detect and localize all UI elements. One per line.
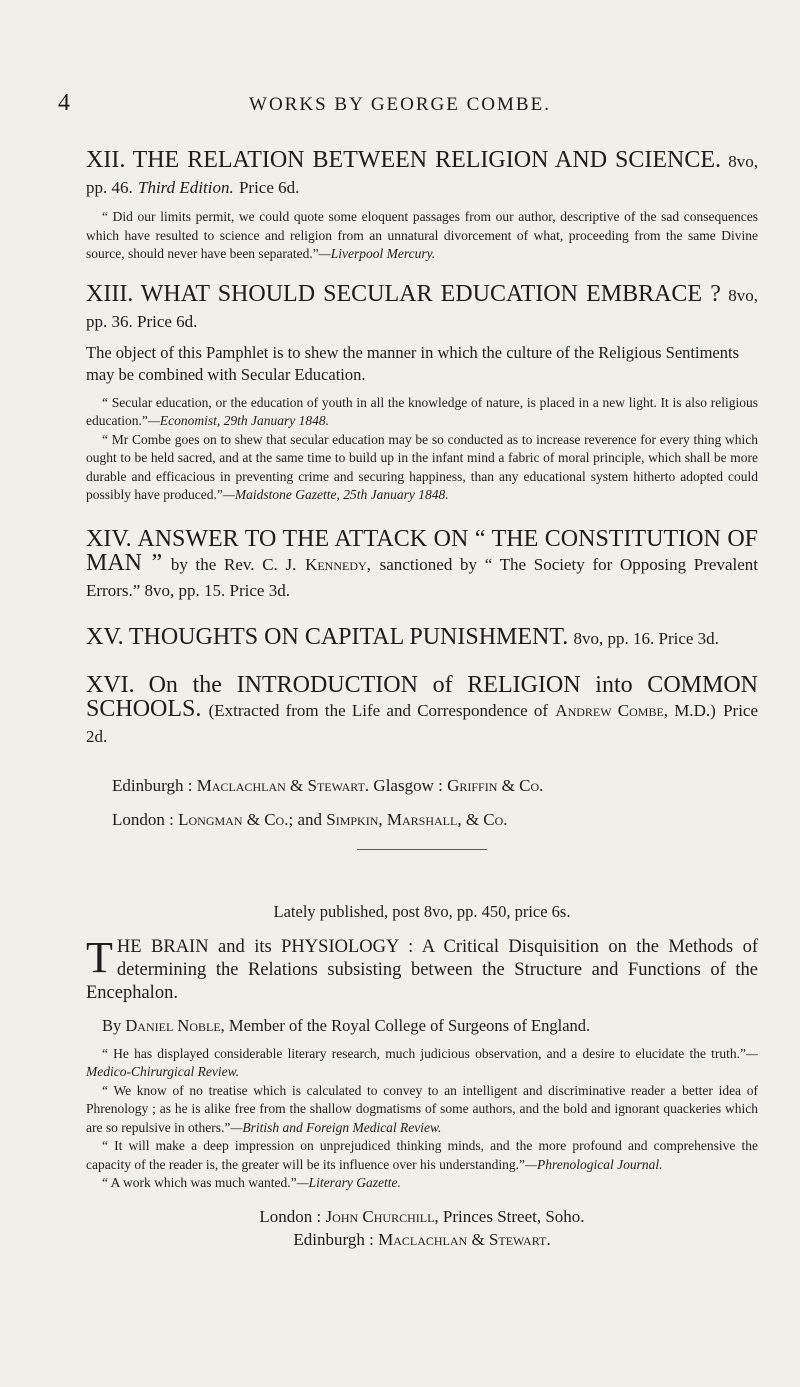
entry-details: 8vo, pp. 46. <box>86 152 759 197</box>
review-text: “ He has displayed considerable literary research, much judicious observation, and a desire to elucidate the truth.” <box>102 1045 746 1061</box>
entry-title <box>86 673 758 749</box>
review-quote <box>86 394 758 431</box>
publisher-name: Simpkin, Marshall, & Co. <box>326 809 508 829</box>
author-affiliation: Member of the Royal College of Surgeons of England. <box>228 1015 591 1035</box>
review-quote <box>86 1045 758 1082</box>
review-text: “ Secular education, or the education of youth in all the knowledge of nature, is placed in a new light. It is also religious education.” <box>86 394 758 428</box>
entry-title <box>86 282 758 334</box>
review-source: —Phrenological Journal. <box>524 1156 663 1172</box>
by: By <box>102 1015 122 1035</box>
entry-number: XVI. <box>86 671 135 698</box>
entry-xii <box>86 148 758 264</box>
imprint-line <box>86 1205 758 1228</box>
entry-xvi <box>86 673 758 749</box>
entry-heading: ANSWER TO THE ATTACK ON “ THE CONSTITUTION OF MAN ” <box>86 525 758 576</box>
entry-number: XV. <box>86 623 124 650</box>
publisher-name: Maclachlan & Stewart. <box>378 1229 551 1249</box>
entry-heading: THE RELATION BETWEEN RELIGION AND SCIENCE. <box>132 147 722 173</box>
entry-by: by the Rev. C. J. <box>170 554 297 574</box>
entry-xiii <box>86 282 758 505</box>
divider <box>357 849 487 850</box>
brain-title-text: HE BRAIN and its PHYSIOLOGY : A Critical Disquisition on the Methods of determining the Relations subsisting between the Structure and Functions of the Encephalon. <box>86 936 758 1003</box>
entry-details: 8vo, pp. 16. Price 3d. <box>573 628 719 648</box>
review-text: “ We know of no treatise which is calculated to convey to an intelligent and discriminative reader a better idea of Phrenology ; as he is alike free from the shallow dogmatisms of some authors, and the bold and ignorant quackeries which are so repulsive in others.” <box>86 1082 758 1135</box>
imprint-line <box>86 1228 758 1251</box>
page-header <box>58 90 742 120</box>
publisher-line <box>86 775 758 797</box>
review-source: —Maidstone Gazette, 25th January 1848. <box>222 487 449 502</box>
review-source: —Economist, 29th January 1848. <box>147 413 329 428</box>
brain-title <box>86 932 758 1005</box>
publisher-name: Maclachlan & Stewart. <box>196 775 370 795</box>
entry-heading: THOUGHTS ON CAPITAL PUNISHMENT. <box>128 623 569 650</box>
review-quote <box>86 1174 758 1193</box>
page-content <box>86 148 758 1251</box>
review-text: “ Mr Combe goes on to shew that secular education may be so conducted as to increase reverence for every thing which ought to be held sacred, and at the same time to build up in the infant mind a fabric of moral principle, which shall be more durable and efficacious in preventing crime and securing happiness, than any educational system hitherto adopted could possibly have produced.” <box>86 431 758 502</box>
entry-description: The object of this Pamphlet is to shew the manner in which the culture of the Religious Sentiments may be combined with Secular Education. <box>86 342 739 384</box>
entry-details: 8vo, pp. 36. Price 6d. <box>86 285 758 331</box>
entry-author: Andrew Combe, M.D.) <box>555 700 716 720</box>
city: Edinburgh : <box>112 775 193 795</box>
publisher-line <box>86 809 758 831</box>
entry-price: Price 6d. <box>238 178 300 197</box>
review-quote <box>86 208 758 264</box>
entry-xiv <box>86 527 758 603</box>
publisher-name: Longman & Co.; <box>178 809 294 829</box>
entry-title <box>86 527 758 603</box>
city: London : <box>112 809 174 829</box>
review-text: “ A work which was much wanted.” <box>102 1175 297 1190</box>
publisher-name: John Churchill, <box>325 1206 439 1226</box>
city: Glasgow : <box>373 775 443 795</box>
review-source: —British and Foreign Medical Review. <box>230 1119 442 1135</box>
entry-details: sanctioned by “ The Society for Opposing Prevalent Errors.” 8vo, pp. 15. Price 3d. <box>86 554 759 600</box>
entry-heading: On the INTRODUCTION of RELIGION into COMMON SCHOOLS. <box>86 671 758 722</box>
publisher-name: Griffin & Co. <box>447 775 544 795</box>
entry-title <box>86 625 758 651</box>
review-source: —Medico-Chirurgical Review. <box>86 1045 758 1079</box>
review-source: —Liverpool Mercury. <box>318 246 436 261</box>
entry-extract: (Extracted from the Life and Correspondence of <box>208 700 549 720</box>
entry-author: Kennedy, <box>305 554 371 574</box>
review-source: —Literary Gazette. <box>296 1175 401 1190</box>
city: Edinburgh : <box>293 1229 374 1249</box>
conjunction: and <box>297 809 322 829</box>
entry-heading: WHAT SHOULD SECULAR EDUCATION EMBRACE ? <box>140 280 721 307</box>
page-number: 4 <box>58 90 70 116</box>
running-title: WORKS BY GEORGE COMBE. <box>249 94 551 115</box>
drop-cap: T <box>86 932 113 982</box>
city: London : <box>259 1206 322 1226</box>
address: Princes Street, Soho. <box>442 1206 585 1226</box>
entry-number: XIII. <box>86 280 134 307</box>
review-quote <box>86 431 758 505</box>
entry-number: XIV. <box>86 525 132 552</box>
entry-title <box>86 148 758 200</box>
entry-xv <box>86 625 758 651</box>
brain-author <box>86 1015 758 1037</box>
review-quote <box>86 1082 758 1138</box>
review-quote <box>86 1137 758 1174</box>
entry-edition: Third Edition. <box>138 178 234 197</box>
publishers <box>86 775 758 831</box>
entry-number: XII. <box>86 147 126 173</box>
lately-published: Lately published, post 8vo, pp. 450, price 6s. <box>273 901 571 921</box>
review-text: “ It will make a deep impression on unprejudiced thinking minds, and the more profound and comprehensive the capacity of the reader is, the greater will be its influence over his understanding.” <box>86 1138 758 1172</box>
entry-price: Price 2d. <box>86 700 759 746</box>
brain-advert <box>86 932 758 1251</box>
review-text: “ Did our limits permit, we could quote some eloquent passages from our author, descriptive of the sad consequences which have resulted to science and religion from an unnatural divorcement of what, proceeding from the same Divine source, should never have been separated.” <box>86 209 758 261</box>
author-name: Daniel Noble, <box>125 1015 225 1035</box>
